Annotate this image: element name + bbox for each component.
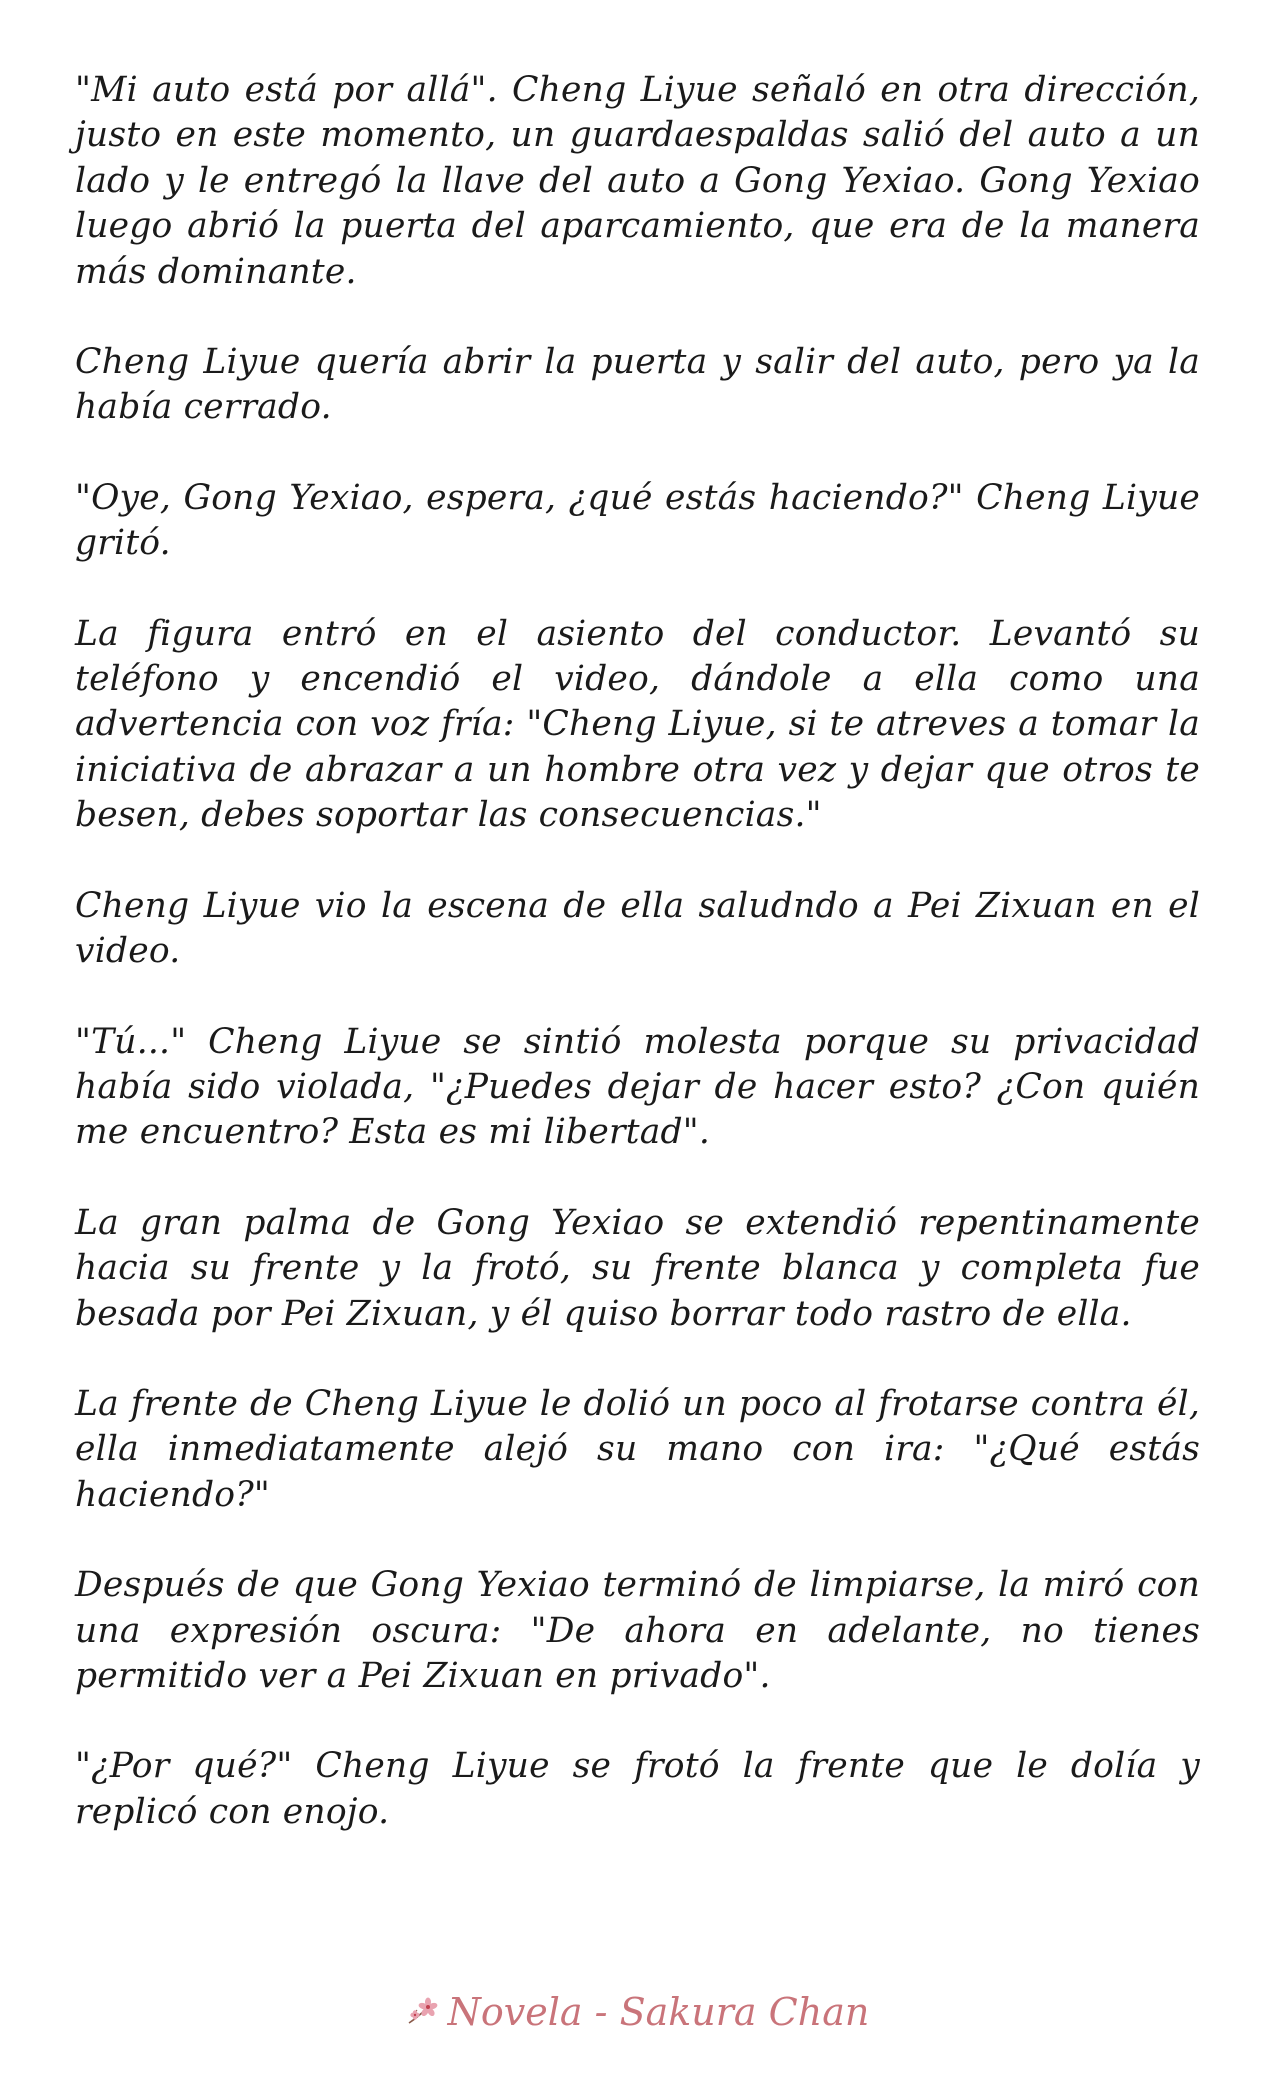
sakura-flower-icon <box>406 1992 442 2036</box>
paragraph: Cheng Liyue quería abrir la puerta y salir del auto, pero ya la había cerrado. <box>75 342 1200 428</box>
paragraph: "Tú..." Cheng Liyue se sintió molesta porque su privacidad había sido violada, "¿Puedes dejar de hacer esto? ¿Con quién me encuentro? Esta es mi libertad". <box>75 1021 1200 1153</box>
paragraph: "¿Por qué?" Cheng Liyue se frotó la frente que le dolía y replicó con enojo. <box>75 1746 1200 1832</box>
paragraph: "Mi auto está por allá". Cheng Liyue señaló en otra dirección, justo en este momento, un guardaespaldas salió del auto a un lado y le entregó la llave del auto a Gong Yexiao. Gong Yexiao luego abrió la puerta del aparcamiento, que era de la manera más dominante. <box>75 70 1200 292</box>
paragraph: La gran palma de Gong Yexiao se extendió repentinamente hacia su frente y la frotó, su frente blanca y completa fue besada por Pei Zixuan, y él quiso borrar todo rastro de ella. <box>75 1202 1200 1334</box>
paragraph: Cheng Liyue vio la escena de ella saludndo a Pei Zixuan en el video. <box>75 885 1200 972</box>
document-body <box>75 68 1200 1880</box>
paragraph: Después de que Gong Yexiao terminó de limpiarse, la miró con una expresión oscura: "De ahora en adelante, no tienes permitido ver a Pei Zixuan en privado". <box>75 1565 1200 1696</box>
paragraph: La frente de Cheng Liyue le dolió un poco al frotarse contra él, ella inmediatamente alejó su mano con ira: "¿Qué estás haciendo?" <box>75 1383 1200 1515</box>
footer-text: Novela - Sakura Chan <box>447 1990 870 2034</box>
paragraph: La figura entró en el asiento del conductor. Levantó su teléfono y encendió el video, dándole a ella como una advertencia con voz fría: "Cheng Liyue, si te atreves a tomar la iniciativa de abrazar a un hombre otra vez y dejar que otros te besen, debes soportar las consecuencias." <box>75 613 1200 836</box>
footer-watermark <box>0 1990 1275 2036</box>
paragraph: "Oye, Gong Yexiao, espera, ¿qué estás haciendo?" Cheng Liyue gritó. <box>75 477 1200 564</box>
